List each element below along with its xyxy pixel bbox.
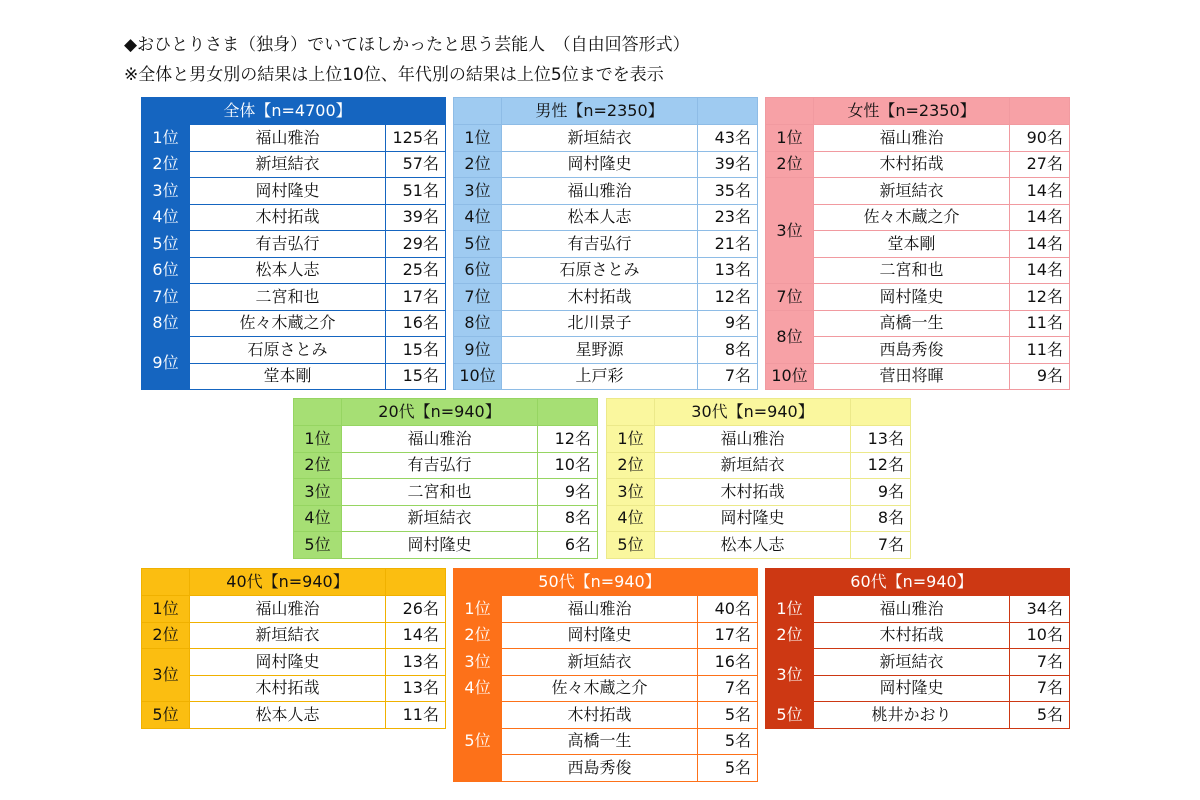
count-cell: 12名 xyxy=(851,452,911,479)
table-header-row xyxy=(454,569,758,596)
rank-cell: 8位 xyxy=(454,310,502,337)
count-cell: 13名 xyxy=(851,426,911,453)
celebrity-name-cell: 二宮和也 xyxy=(814,257,1010,284)
header-blank-cell xyxy=(1010,98,1070,125)
count-cell: 8名 xyxy=(851,505,911,532)
rank-cell: 5位 xyxy=(454,702,502,782)
table-row xyxy=(607,505,911,532)
count-cell: 5名 xyxy=(698,702,758,729)
table-row xyxy=(294,532,598,559)
rank-cell: 2位 xyxy=(454,151,502,178)
table-row xyxy=(454,310,758,337)
count-cell: 51名 xyxy=(386,178,446,205)
table-row xyxy=(607,426,911,453)
rank-cell: 3位 xyxy=(766,649,814,702)
ranking-table-60s xyxy=(765,568,1070,729)
celebrity-name-cell: 桃井かおり xyxy=(814,702,1010,729)
celebrity-name-cell: 福山雅治 xyxy=(190,596,386,623)
count-cell: 39名 xyxy=(698,151,758,178)
celebrity-name-cell: 西島秀俊 xyxy=(502,755,698,782)
table-header-row xyxy=(142,569,446,596)
table-row xyxy=(454,337,758,364)
count-cell: 12名 xyxy=(1010,284,1070,311)
table-row xyxy=(142,125,446,152)
celebrity-name-cell: 岡村隆史 xyxy=(190,178,386,205)
table-row xyxy=(607,532,911,559)
count-cell: 9名 xyxy=(851,479,911,506)
celebrity-name-cell: 西島秀俊 xyxy=(814,337,1010,364)
table-row xyxy=(766,310,1070,337)
table-row xyxy=(142,257,446,284)
table-row xyxy=(454,622,758,649)
table-row xyxy=(766,125,1070,152)
rank-cell: 4位 xyxy=(294,505,342,532)
count-cell: 7名 xyxy=(1010,675,1070,702)
rank-cell: 2位 xyxy=(454,622,502,649)
rank-cell: 8位 xyxy=(766,310,814,363)
count-cell: 7名 xyxy=(1010,649,1070,676)
celebrity-name-cell: 木村拓哉 xyxy=(190,204,386,231)
count-cell: 27名 xyxy=(1010,151,1070,178)
ranking-table-50s xyxy=(453,568,758,782)
table-row xyxy=(766,622,1070,649)
table-header-row xyxy=(766,569,1070,596)
table-row xyxy=(294,479,598,506)
rank-cell: 1位 xyxy=(294,426,342,453)
table-row xyxy=(454,125,758,152)
table-header-title: 40代【n=940】 xyxy=(190,569,386,596)
celebrity-name-cell: 岡村隆史 xyxy=(342,532,538,559)
celebrity-name-cell: 福山雅治 xyxy=(502,596,698,623)
count-cell: 17名 xyxy=(386,284,446,311)
celebrity-name-cell: 堂本剛 xyxy=(814,231,1010,258)
count-cell: 14名 xyxy=(1010,231,1070,258)
table-row xyxy=(142,702,446,729)
count-cell: 12名 xyxy=(698,284,758,311)
header-blank-cell xyxy=(698,569,758,596)
table-row xyxy=(766,284,1070,311)
table-header-title: 男性【n=2350】 xyxy=(502,98,698,125)
table-header-title: 女性【n=2350】 xyxy=(814,98,1010,125)
table-row xyxy=(142,178,446,205)
table-row xyxy=(142,337,446,364)
ranking-table-overall xyxy=(141,97,446,390)
table-row xyxy=(454,649,758,676)
rank-cell: 2位 xyxy=(607,452,655,479)
table-header-title: 全体【n=4700】 xyxy=(190,98,386,125)
count-cell: 17名 xyxy=(698,622,758,649)
celebrity-name-cell: 岡村隆史 xyxy=(190,649,386,676)
table-row xyxy=(766,178,1070,205)
rank-cell: 3位 xyxy=(142,649,190,702)
rank-cell: 9位 xyxy=(454,337,502,364)
table-header-title: 60代【n=940】 xyxy=(814,569,1010,596)
count-cell: 11名 xyxy=(386,702,446,729)
count-cell: 35名 xyxy=(698,178,758,205)
celebrity-name-cell: 北川景子 xyxy=(502,310,698,337)
table-row xyxy=(142,204,446,231)
table-header-row xyxy=(454,98,758,125)
count-cell: 16名 xyxy=(698,649,758,676)
table-row xyxy=(454,284,758,311)
celebrity-name-cell: 堂本剛 xyxy=(190,363,386,390)
count-cell: 21名 xyxy=(698,231,758,258)
count-cell: 43名 xyxy=(698,125,758,152)
header-blank-cell xyxy=(698,98,758,125)
rank-cell: 7位 xyxy=(142,284,190,311)
count-cell: 57名 xyxy=(386,151,446,178)
header-blank-cell xyxy=(294,399,342,426)
count-cell: 9名 xyxy=(1010,363,1070,390)
rank-cell: 7位 xyxy=(766,284,814,311)
rank-cell: 7位 xyxy=(454,284,502,311)
count-cell: 7名 xyxy=(698,363,758,390)
table-row xyxy=(454,363,758,390)
rank-cell: 8位 xyxy=(142,310,190,337)
ranking-table-40s xyxy=(141,568,446,729)
table-row xyxy=(766,596,1070,623)
celebrity-name-cell: 木村拓哉 xyxy=(655,479,851,506)
rank-cell: 10位 xyxy=(454,363,502,390)
count-cell: 16名 xyxy=(386,310,446,337)
table-row xyxy=(142,151,446,178)
celebrity-name-cell: 石原さとみ xyxy=(190,337,386,364)
table-row xyxy=(766,363,1070,390)
table-row xyxy=(294,505,598,532)
celebrity-name-cell: 高橋一生 xyxy=(814,310,1010,337)
table-row xyxy=(142,310,446,337)
header-blank-cell xyxy=(454,569,502,596)
celebrity-name-cell: 新垣結衣 xyxy=(814,649,1010,676)
rank-cell: 2位 xyxy=(766,151,814,178)
table-row xyxy=(454,596,758,623)
celebrity-name-cell: 石原さとみ xyxy=(502,257,698,284)
header-blank-cell xyxy=(1010,569,1070,596)
rank-cell: 1位 xyxy=(142,125,190,152)
table-row xyxy=(454,702,758,729)
count-cell: 7名 xyxy=(851,532,911,559)
celebrity-name-cell: 木村拓哉 xyxy=(814,151,1010,178)
celebrity-name-cell: 松本人志 xyxy=(190,257,386,284)
count-cell: 5名 xyxy=(1010,702,1070,729)
rank-cell: 3位 xyxy=(766,178,814,284)
count-cell: 8名 xyxy=(698,337,758,364)
rank-cell: 5位 xyxy=(142,231,190,258)
celebrity-name-cell: 有吉弘行 xyxy=(190,231,386,258)
count-cell: 15名 xyxy=(386,337,446,364)
rank-cell: 2位 xyxy=(142,622,190,649)
count-cell: 14名 xyxy=(386,622,446,649)
table-row xyxy=(142,284,446,311)
celebrity-name-cell: 福山雅治 xyxy=(655,426,851,453)
table-row xyxy=(454,151,758,178)
header-blank-cell xyxy=(454,98,502,125)
page-note: ※全体と男女別の結果は上位10位、年代別の結果は上位5位までを表示 xyxy=(124,65,664,85)
count-cell: 125名 xyxy=(386,125,446,152)
celebrity-name-cell: 高橋一生 xyxy=(502,728,698,755)
celebrity-name-cell: 新垣結衣 xyxy=(502,125,698,152)
celebrity-name-cell: 新垣結衣 xyxy=(655,452,851,479)
celebrity-name-cell: 星野源 xyxy=(502,337,698,364)
table-header-title: 30代【n=940】 xyxy=(655,399,851,426)
celebrity-name-cell: 松本人志 xyxy=(502,204,698,231)
celebrity-name-cell: 木村拓哉 xyxy=(190,675,386,702)
rank-cell: 1位 xyxy=(766,596,814,623)
table-row xyxy=(766,151,1070,178)
page-title: ◆おひとりさま（独身）でいてほしかったと思う芸能人 （自由回答形式） xyxy=(124,35,690,55)
count-cell: 6名 xyxy=(538,532,598,559)
celebrity-name-cell: 新垣結衣 xyxy=(190,151,386,178)
rank-cell: 1位 xyxy=(142,596,190,623)
count-cell: 40名 xyxy=(698,596,758,623)
celebrity-name-cell: 松本人志 xyxy=(655,532,851,559)
count-cell: 39名 xyxy=(386,204,446,231)
celebrity-name-cell: 佐々木蔵之介 xyxy=(190,310,386,337)
rank-cell: 6位 xyxy=(454,257,502,284)
rank-cell: 2位 xyxy=(142,151,190,178)
count-cell: 5名 xyxy=(698,728,758,755)
table-row xyxy=(142,649,446,676)
celebrity-name-cell: 福山雅治 xyxy=(814,125,1010,152)
rank-cell: 3位 xyxy=(294,479,342,506)
header-blank-cell xyxy=(142,569,190,596)
table-row xyxy=(142,596,446,623)
ranking-table-30s xyxy=(606,398,911,559)
rank-cell: 3位 xyxy=(142,178,190,205)
table-row xyxy=(142,231,446,258)
count-cell: 23名 xyxy=(698,204,758,231)
rank-cell: 4位 xyxy=(607,505,655,532)
celebrity-name-cell: 新垣結衣 xyxy=(190,622,386,649)
table-row xyxy=(142,622,446,649)
rank-cell: 2位 xyxy=(766,622,814,649)
count-cell: 11名 xyxy=(1010,310,1070,337)
count-cell: 13名 xyxy=(386,649,446,676)
ranking-table-male xyxy=(453,97,758,390)
count-cell: 25名 xyxy=(386,257,446,284)
celebrity-name-cell: 岡村隆史 xyxy=(502,151,698,178)
count-cell: 26名 xyxy=(386,596,446,623)
count-cell: 12名 xyxy=(538,426,598,453)
table-row xyxy=(454,675,758,702)
celebrity-name-cell: 新垣結衣 xyxy=(502,649,698,676)
celebrity-name-cell: 有吉弘行 xyxy=(502,231,698,258)
rank-cell: 1位 xyxy=(607,426,655,453)
table-row xyxy=(454,204,758,231)
table-header-row xyxy=(766,98,1070,125)
celebrity-name-cell: 新垣結衣 xyxy=(342,505,538,532)
header-blank-cell xyxy=(538,399,598,426)
ranking-table-female xyxy=(765,97,1070,390)
celebrity-name-cell: 有吉弘行 xyxy=(342,452,538,479)
celebrity-name-cell: 岡村隆史 xyxy=(502,622,698,649)
rank-cell: 4位 xyxy=(142,204,190,231)
count-cell: 29名 xyxy=(386,231,446,258)
rank-cell: 5位 xyxy=(454,231,502,258)
rank-cell: 5位 xyxy=(142,702,190,729)
count-cell: 90名 xyxy=(1010,125,1070,152)
rank-cell: 1位 xyxy=(454,125,502,152)
table-row xyxy=(766,702,1070,729)
celebrity-name-cell: 佐々木蔵之介 xyxy=(814,204,1010,231)
count-cell: 15名 xyxy=(386,363,446,390)
rank-cell: 2位 xyxy=(294,452,342,479)
celebrity-name-cell: 佐々木蔵之介 xyxy=(502,675,698,702)
celebrity-name-cell: 福山雅治 xyxy=(342,426,538,453)
celebrity-name-cell: 岡村隆史 xyxy=(655,505,851,532)
header-blank-cell xyxy=(386,98,446,125)
count-cell: 14名 xyxy=(1010,204,1070,231)
celebrity-name-cell: 上戸彩 xyxy=(502,363,698,390)
rank-cell: 3位 xyxy=(607,479,655,506)
rank-cell: 4位 xyxy=(454,675,502,702)
celebrity-name-cell: 福山雅治 xyxy=(502,178,698,205)
header-blank-cell xyxy=(386,569,446,596)
header-blank-cell xyxy=(142,98,190,125)
count-cell: 13名 xyxy=(698,257,758,284)
header-blank-cell xyxy=(607,399,655,426)
count-cell: 7名 xyxy=(698,675,758,702)
rank-cell: 5位 xyxy=(607,532,655,559)
celebrity-name-cell: 松本人志 xyxy=(190,702,386,729)
rank-cell: 4位 xyxy=(454,204,502,231)
table-row xyxy=(454,257,758,284)
count-cell: 5名 xyxy=(698,755,758,782)
celebrity-name-cell: 新垣結衣 xyxy=(814,178,1010,205)
table-header-row xyxy=(294,399,598,426)
rank-cell: 9位 xyxy=(142,337,190,390)
celebrity-name-cell: 岡村隆史 xyxy=(814,675,1010,702)
table-row xyxy=(766,649,1070,676)
celebrity-name-cell: 岡村隆史 xyxy=(814,284,1010,311)
count-cell: 11名 xyxy=(1010,337,1070,364)
header-blank-cell xyxy=(766,569,814,596)
count-cell: 34名 xyxy=(1010,596,1070,623)
celebrity-name-cell: 福山雅治 xyxy=(814,596,1010,623)
table-row xyxy=(454,178,758,205)
table-row xyxy=(294,426,598,453)
count-cell: 8名 xyxy=(538,505,598,532)
count-cell: 9名 xyxy=(538,479,598,506)
celebrity-name-cell: 木村拓哉 xyxy=(502,702,698,729)
ranking-table-20s xyxy=(293,398,598,559)
rank-cell: 10位 xyxy=(766,363,814,390)
celebrity-name-cell: 二宮和也 xyxy=(190,284,386,311)
count-cell: 14名 xyxy=(1010,178,1070,205)
celebrity-name-cell: 福山雅治 xyxy=(190,125,386,152)
rank-cell: 6位 xyxy=(142,257,190,284)
table-header-title: 50代【n=940】 xyxy=(502,569,698,596)
table-row xyxy=(607,479,911,506)
rank-cell: 3位 xyxy=(454,649,502,676)
rank-cell: 3位 xyxy=(454,178,502,205)
table-row xyxy=(294,452,598,479)
celebrity-name-cell: 木村拓哉 xyxy=(502,284,698,311)
celebrity-name-cell: 二宮和也 xyxy=(342,479,538,506)
rank-cell: 5位 xyxy=(294,532,342,559)
count-cell: 10名 xyxy=(1010,622,1070,649)
celebrity-name-cell: 木村拓哉 xyxy=(814,622,1010,649)
header-blank-cell xyxy=(766,98,814,125)
table-row xyxy=(607,452,911,479)
count-cell: 10名 xyxy=(538,452,598,479)
rank-cell: 5位 xyxy=(766,702,814,729)
count-cell: 9名 xyxy=(698,310,758,337)
count-cell: 13名 xyxy=(386,675,446,702)
table-header-row xyxy=(607,399,911,426)
celebrity-name-cell: 菅田将暉 xyxy=(814,363,1010,390)
table-header-row xyxy=(142,98,446,125)
rank-cell: 1位 xyxy=(766,125,814,152)
count-cell: 14名 xyxy=(1010,257,1070,284)
header-blank-cell xyxy=(851,399,911,426)
table-row xyxy=(454,231,758,258)
rank-cell: 1位 xyxy=(454,596,502,623)
table-header-title: 20代【n=940】 xyxy=(342,399,538,426)
